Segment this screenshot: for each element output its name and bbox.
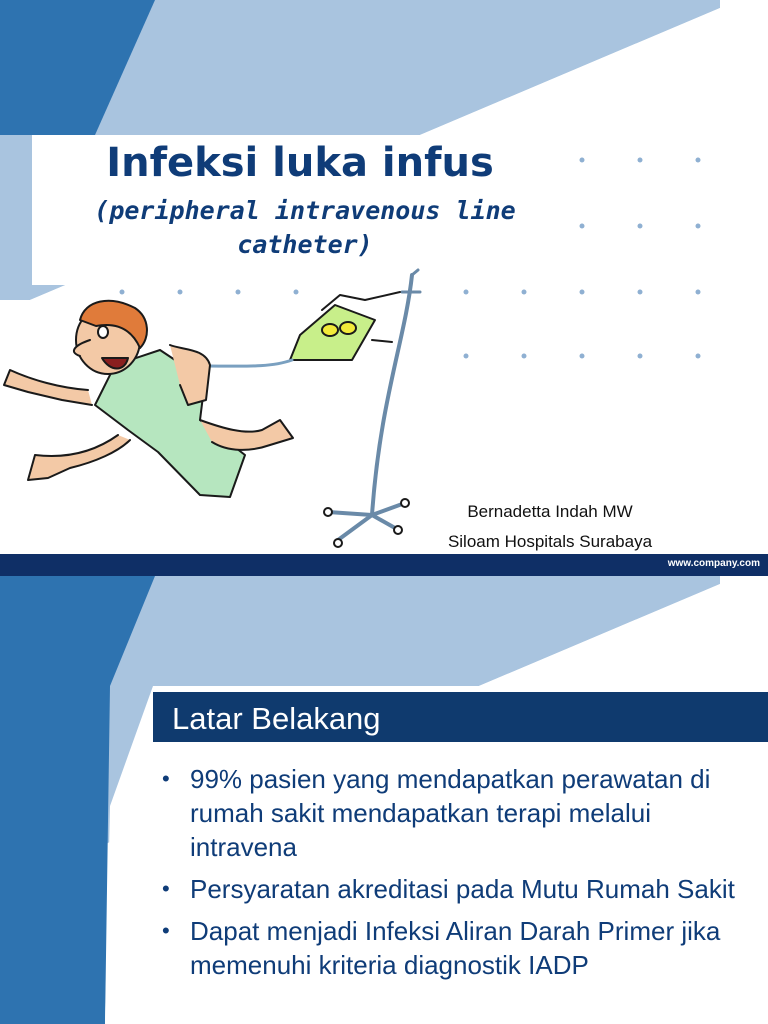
- content-slide: [0, 576, 768, 1024]
- patient-eye: [98, 326, 108, 338]
- iv-bag-eye-right: [340, 322, 356, 334]
- bullet-text: Dapat menjadi Infeksi Aliran Darah Primer jika memenuhi kriteria diagnostik IADP: [190, 916, 721, 980]
- slide-title: Infeksi luka infus: [106, 140, 494, 186]
- footer-bar: [0, 554, 768, 576]
- bullet-text: Persyaratan akreditasi pada Mutu Rumah Sakit: [190, 874, 735, 904]
- subtitle-line-1: (peripheral intravenous line: [94, 196, 516, 225]
- iv-pole-shaft: [372, 275, 412, 515]
- bullet-marker: •: [162, 766, 170, 791]
- bullet-text: 99% pasien yang mendapatkan perawatan di rumah sakit mendapatkan terapi melalui intravena: [190, 764, 711, 862]
- patient-arm-front: [4, 370, 92, 405]
- author-name: Bernadetta Indah MW: [467, 502, 633, 521]
- iv-bag-eye-left: [322, 324, 338, 336]
- bullet-list: [160, 762, 760, 990]
- author-block: [420, 497, 680, 557]
- bullet-marker: •: [162, 918, 170, 943]
- iv-pole-base: [324, 499, 409, 547]
- patient-leg-back: [28, 435, 130, 480]
- slide-subtitle: [40, 194, 570, 262]
- footer-url: www.company.com: [667, 558, 760, 569]
- bullet-marker: •: [162, 876, 170, 901]
- bullet-item: [160, 872, 760, 906]
- subtitle-line-2: catheter): [237, 230, 373, 259]
- iv-bag-hand: [372, 340, 392, 342]
- author-organization: Siloam Hospitals Surabaya: [447, 532, 653, 551]
- cartoon-illustration: [4, 270, 420, 547]
- bullet-item: [160, 762, 760, 864]
- section-title: Latar Belakang: [172, 701, 381, 736]
- bullet-item: [160, 914, 760, 982]
- iv-tube: [208, 360, 292, 366]
